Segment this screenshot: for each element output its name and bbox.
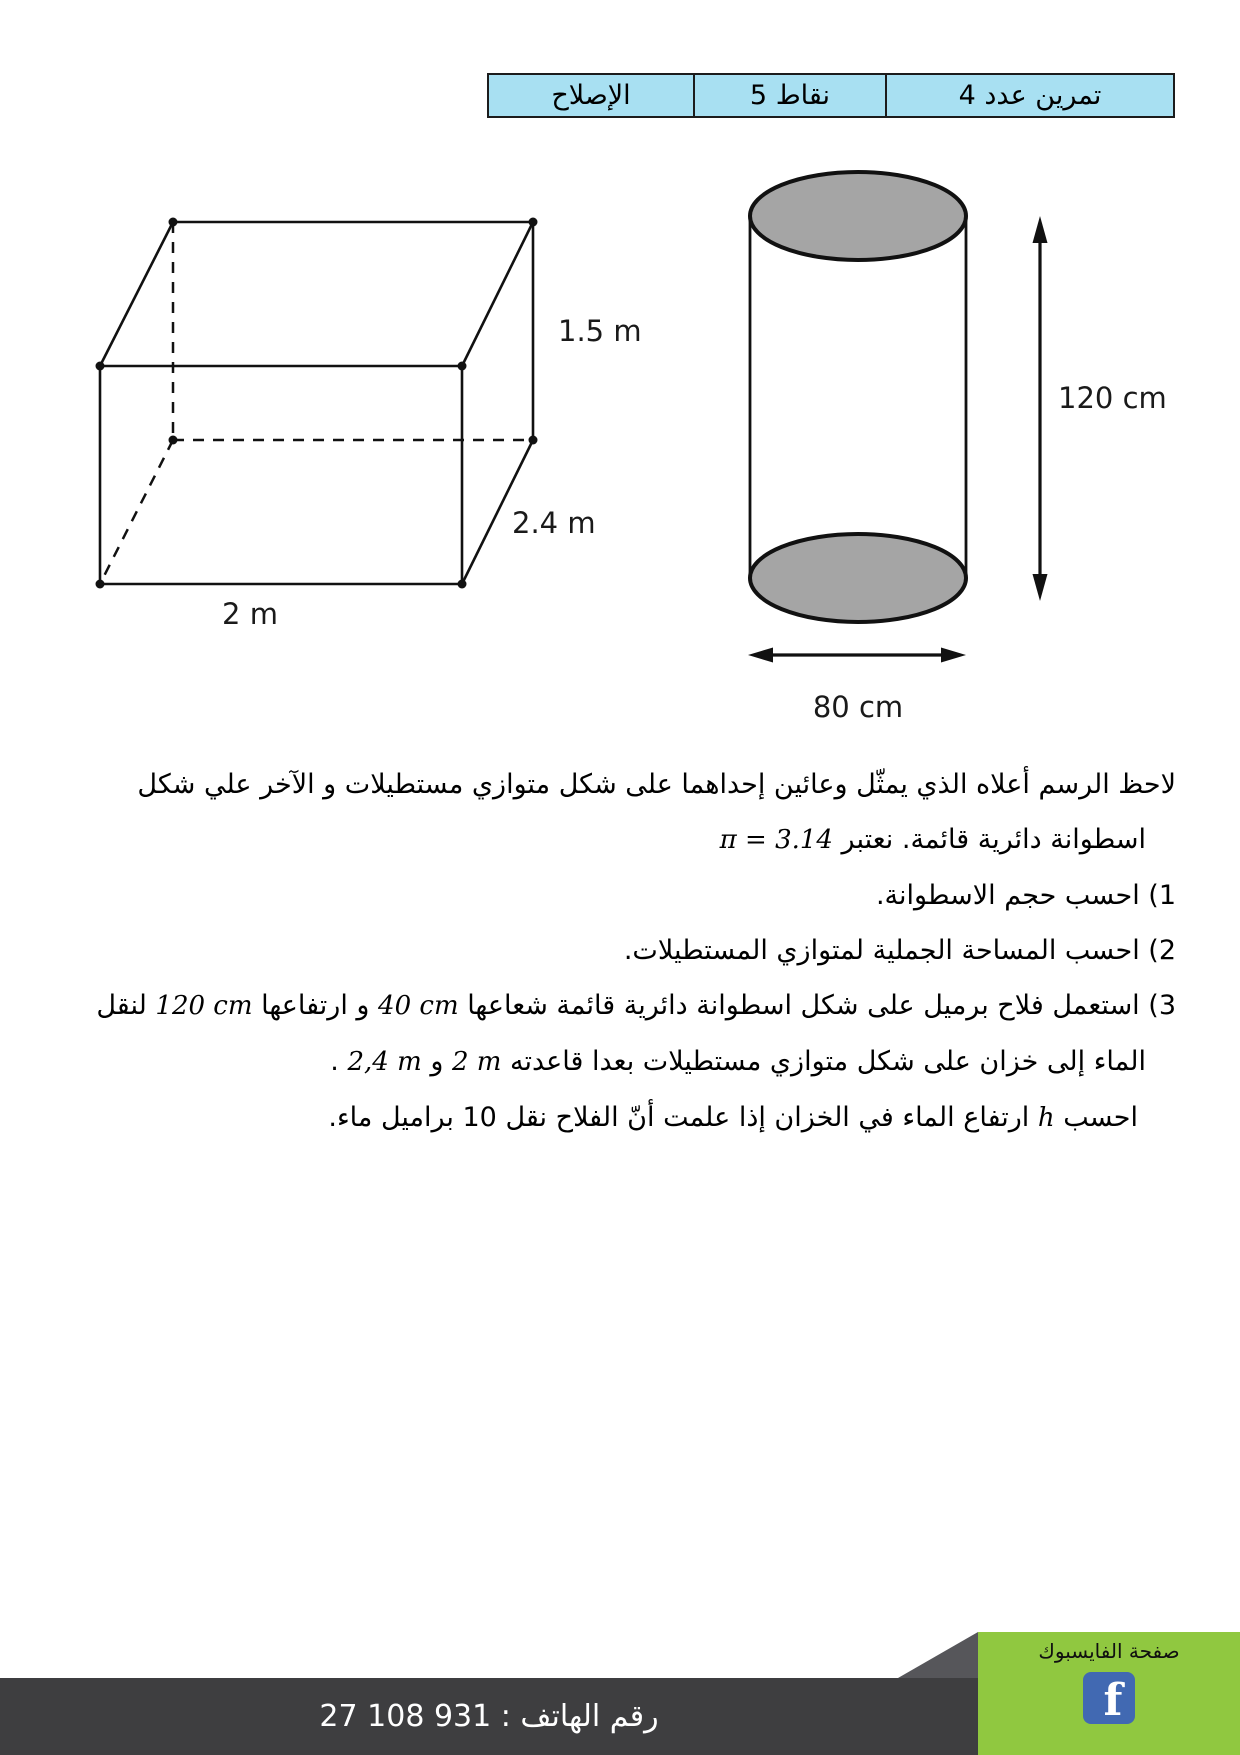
header-cell-points: 5 نقاط — [693, 75, 885, 116]
box-width-label: 2 m — [222, 597, 278, 631]
cylinder-height-label: 120 cm — [1058, 381, 1167, 415]
footer-facebook-panel — [978, 1632, 1240, 1755]
problem-line-1 — [40, 757, 1176, 812]
problem-line-2 — [40, 812, 1176, 868]
problem-question-1 — [40, 868, 1176, 923]
box-hidden-edges — [100, 222, 533, 584]
box-depth-label: 2.4 m — [512, 506, 596, 540]
text-run: 3) استعمل فلاح برميل على شكل اسطوانة دائرية قائمة شعاعها — [458, 990, 1176, 1021]
phone-number-label: رقم الهاتف : 931 108 27 — [319, 1699, 659, 1734]
problem-question-3-final — [40, 1090, 1176, 1146]
text-run: ارتفاع الماء في الخزان إذا علمت أنّ الفلاح نقل 10 براميل ماء. — [328, 1102, 1038, 1133]
header-cell-exercise-number: تمرين عدد 4 — [885, 75, 1173, 116]
math-expression: 120 cm — [155, 991, 253, 1021]
problem-question-3-continued — [40, 1034, 1176, 1090]
geometry-diagram — [0, 0, 1240, 760]
math-expression: 2,4 m — [347, 1047, 422, 1077]
cylinder-figure — [750, 172, 966, 622]
text-run: 1) احسب حجم الاسطوانة. — [875, 880, 1176, 911]
text-run: احسب — [1054, 1102, 1138, 1133]
header-cell-correction: الإصلاح — [551, 80, 631, 111]
box-figure — [100, 222, 533, 584]
text-run: و ارتفاعها — [252, 990, 379, 1021]
text-run: و — [421, 1046, 452, 1077]
facebook-page-label: صفحة الفايسبوك — [1038, 1639, 1180, 1663]
facebook-icon — [1083, 1672, 1135, 1724]
text-run: الماء إلى خزان على شكل متوازي مستطيلات بعدا قاعدته — [501, 1046, 1146, 1077]
height-arrow — [1033, 216, 1048, 601]
text-run: 2) احسب المساحة الجملية لمتوازي المستطيلات. — [623, 935, 1176, 966]
math-expression: 2 m — [451, 1047, 502, 1077]
math-expression: h — [1037, 1103, 1055, 1133]
problem-question-3 — [40, 978, 1176, 1034]
box-height-label: 1.5 m — [558, 314, 642, 348]
cylinder-diameter-label: 80 cm — [812, 690, 904, 724]
text-run: لنقل — [96, 990, 156, 1021]
math-expression: π = 3.14 — [719, 825, 833, 855]
facebook-icon-letter: f — [1103, 1675, 1123, 1724]
cylinder-bottom-face — [750, 534, 966, 622]
footer-phone-bar — [0, 1678, 978, 1755]
text-run: . — [330, 1046, 348, 1077]
math-expression: 40 cm — [378, 991, 459, 1021]
problem-statement — [40, 757, 1176, 1146]
box-vertex-dots — [96, 218, 538, 589]
text-run: لاحظ الرسم أعلاه الذي يمثّل وعائين إحداهما على شكل متوازي مستطيلات و الآخر علي شكل — [137, 769, 1176, 800]
footer-diagonal-accent — [898, 1632, 978, 1678]
cylinder-top-face — [750, 172, 966, 260]
text-run: اسطوانة دائرية قائمة. نعتبر — [832, 824, 1146, 855]
problem-question-2 — [40, 923, 1176, 978]
diameter-arrow — [748, 648, 966, 663]
